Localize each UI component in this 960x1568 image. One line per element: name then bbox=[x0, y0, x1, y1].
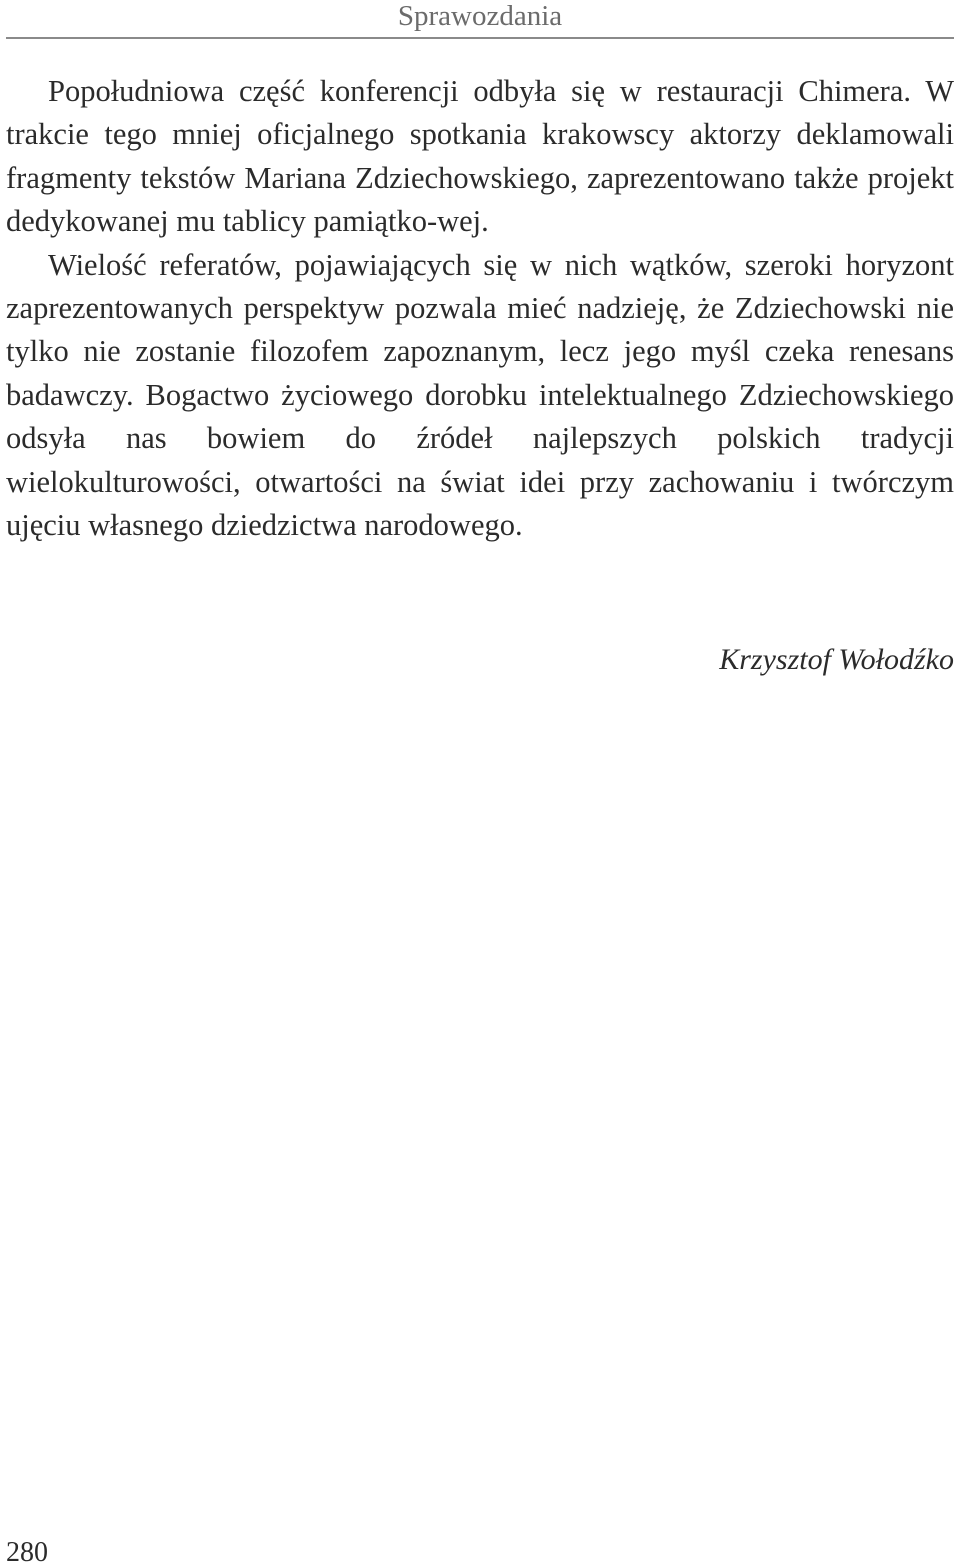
paragraph-2: Wielość referatów, pojawiających się w nich wątków, szeroki horyzont zaprezentowanych perspektyw pozwala mieć nadzieję, że Zdziechowski nie tylko nie zostanie filozofem zapoznanym, lecz jego myśl czeka renesans badawczy. Bogactwo życiowego dorobku intelektualnego Zdziechowskiego odsyła nas bowiem do źródeł najlepszych polskich tradycji wielokulturowości, otwartości na świat idei przy zachowaniu i twórczym ujęciu własnego dziedzictwa narodowego. bbox=[6, 247, 954, 543]
page-number: 280 bbox=[6, 1537, 48, 1568]
paragraph-1: Popołudniowa część konferencji odbyła się w restauracji Chimera. W trakcie tego mniej oficjalnego spotkania krakowscy aktorzy deklamowali fragmenty tekstów Mariana Zdziechowskiego, zaprezentowano także projekt dedykowanej mu tablicy pamiątko-wej. bbox=[6, 74, 954, 239]
running-head: Sprawozdania bbox=[397, 0, 563, 32]
header-divider bbox=[6, 37, 954, 39]
article-body bbox=[6, 70, 954, 547]
author-signature: Krzysztof Wołodźko bbox=[719, 643, 954, 676]
